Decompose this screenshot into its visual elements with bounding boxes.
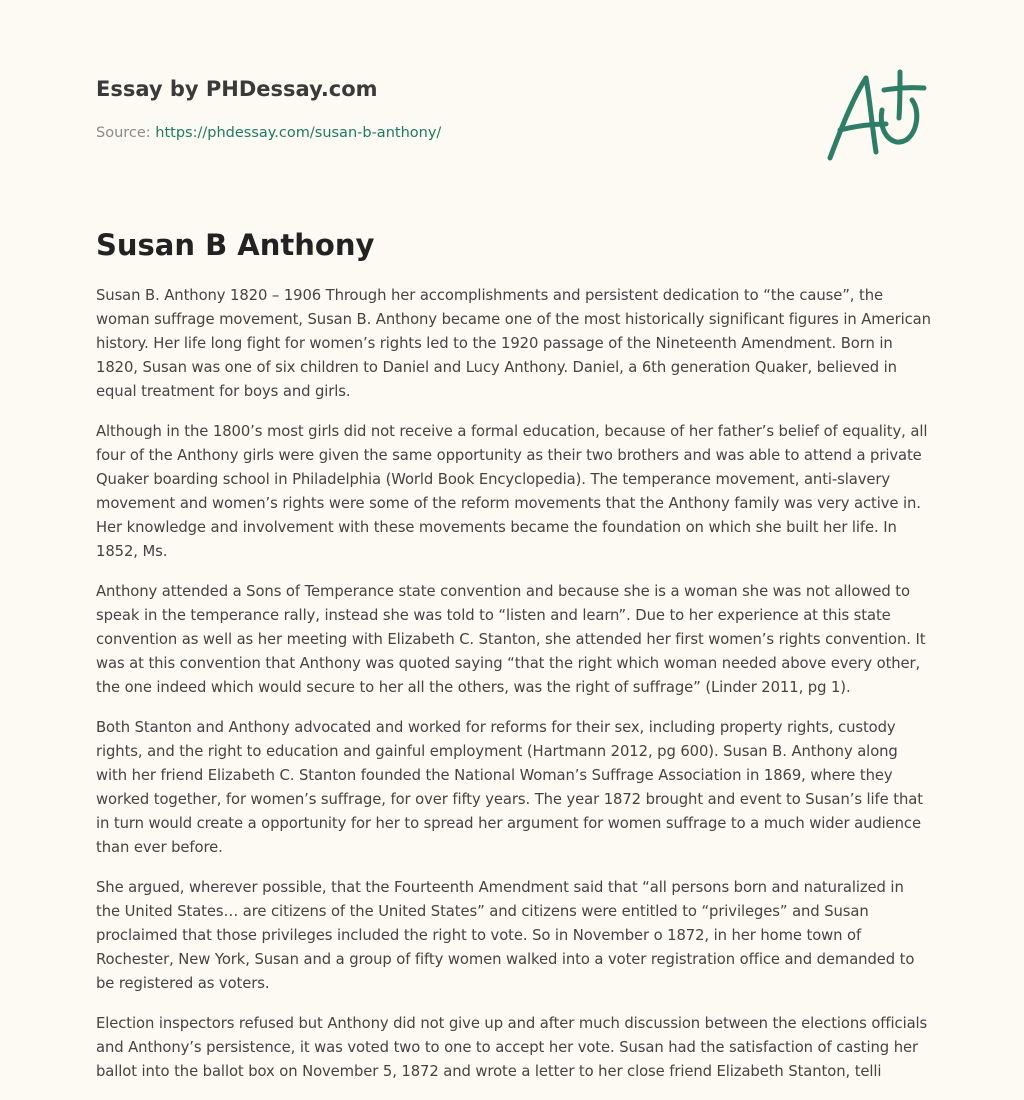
essay-paragraph: She argued, wherever possible, that the Fourteenth Amendment said that “all persons born and naturalized in the United States… are citizens of the United States” and citizens were entitled to “privileges” and Susan proclaimed that those privileges included the right to vote. So in November o 1872, in her home town of Rochester, New York, Susan and a group of fifty women walked into a voter registration office and demanded to be registered as voters.: [96, 879, 915, 992]
a-plus-logo-icon: [820, 66, 930, 166]
essay-paragraph: Election inspectors refused but Anthony did not give up and after much discussion between the elections officials and Anthony’s persistence, it was voted two to one to accept her vote. Susan had the satisfaction of casting her ballot into the ballot box on November 5, 1872 and wrote a letter to her close friend Elizabeth Stanton, telli: [96, 1015, 928, 1080]
page-header: [96, 74, 796, 143]
essay-title: Susan B Anthony: [96, 228, 375, 262]
essay-paragraph: Although in the 1800’s most girls did not receive a formal education, because of her father’s belief of equality, all four of the Anthony girls were given the same opportunity as their two brothers and was able to attend a private Quaker boarding school in Philadelphia (World Book Encyclopedia). The temperance movement, anti-slavery movement and women’s rights were some of the reform movements that the Anthony family was very active in. Her knowledge and involvement with these movements became the foundation on which she built her life. In 1852, Ms.: [96, 423, 928, 560]
essay-body: [96, 284, 932, 1100]
source-line: [96, 123, 796, 143]
site-title: Essay by PHDessay.com: [96, 77, 378, 101]
source-link[interactable]: https://phdessay.com/susan-b-anthony/: [155, 125, 442, 141]
essay-paragraph: Anthony attended a Sons of Temperance state convention and because she is a woman she was not allowed to speak in the temperance rally, instead she was told to “listen and learn”. Due to her experience at this state convention as well as her meeting with Elizabeth C. Stanton, she attended her first women’s rights convention. It was at this convention that Anthony was quoted saying “that the right which woman needed above every other, the one indeed which would secure to her all the others, was the right of suffrage” (Linder 2011, pg 1).: [96, 583, 926, 696]
essay-paragraph: Both Stanton and Anthony advocated and worked for reforms for their sex, including property rights, custody rights, and the right to education and gainful employment (Hartmann 2012, pg 600). Susan B. Anthony along with her friend Elizabeth C. Stanton founded the National Woman’s Suffrage Association in 1869, where they worked together, for women’s suffrage, for over fifty years. The year 1872 brought and event to Susan’s life that in turn would create a opportunity for her to spread her argument for women suffrage to a much wider audience than ever before.: [96, 719, 923, 856]
essay-paragraph: Susan B. Anthony 1820 – 1906 Through her accomplishments and persistent dedication to “the cause”, the woman suffrage movement, Susan B. Anthony became one of the most historically significant figures in American history. Her life long fight for women’s rights led to the 1920 passage of the Nineteenth Amendment. Born in 1820, Susan was one of six children to Daniel and Lucy Anthony. Daniel, a 6th generation Quaker, believed in equal treatment for boys and girls.: [96, 287, 931, 400]
source-label: Source:: [96, 125, 151, 141]
